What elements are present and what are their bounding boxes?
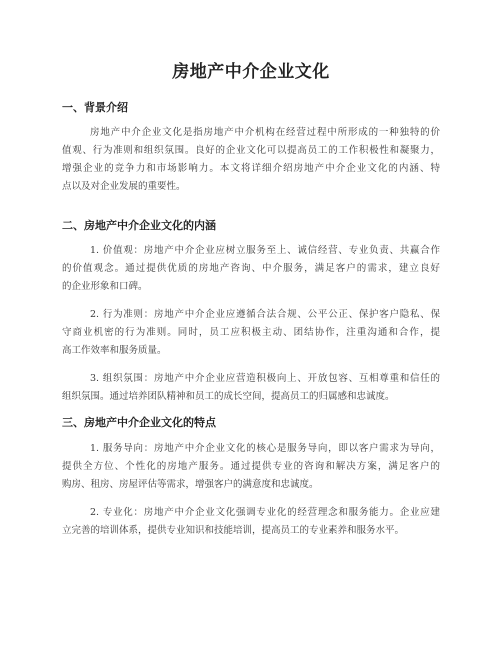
- section-heading-characteristics: 三、房地产中介企业文化的特点: [62, 416, 216, 429]
- paragraph: [62, 504, 440, 540]
- paragraph-line: 的价值观念。通过提供优质的房地产咨询、中介服务，满足客户的需求，建立良好: [62, 263, 440, 274]
- paragraph-line: 点以及对企业发展的重要性。: [62, 181, 186, 192]
- paragraph-line: 房地产中介企业文化是指房地产中介机构在经营过程中所形成的一种独特的价: [90, 127, 440, 138]
- paragraph: [62, 440, 440, 494]
- paragraph-line: 的企业形象和口碑。: [62, 281, 148, 292]
- paragraph-line: 立完善的培训体系，提供专业知识和技能培训，提高员工的专业素养和服务水平。: [62, 525, 405, 536]
- paragraph: [62, 242, 440, 296]
- paragraph-line: 2. 行为准则：房地产中介企业应遵循合法合规、公平公正、保护客户隐私、保: [90, 309, 440, 320]
- paragraph-line: 组织氛围。通过培养团队精神和员工的成长空间，提高员工的归属感和忠诚度。: [62, 391, 395, 402]
- paragraph-line: 值观、行为准则和组织氛围。良好的企业文化可以提高员工的工作积极性和凝聚力，: [62, 145, 440, 156]
- paragraph-line: 增强企业的竞争力和市场影响力。本文将详细介绍房地产中介企业文化的内涵、特: [62, 163, 440, 174]
- paragraph-line: 购房、租房、房屋评估等需求，增强客户的满意度和忠诚度。: [62, 479, 319, 490]
- section-heading-background: 一、背景介绍: [62, 101, 128, 114]
- paragraph-line: 1. 价值观：房地产中介企业应树立服务至上、诚信经营、专业负责、共赢合作: [90, 245, 440, 256]
- paragraph: [62, 306, 440, 360]
- paragraph-line: 3. 组织氛围：房地产中介企业应营造积极向上、开放包容、互相尊重和信任的: [90, 373, 440, 384]
- paragraph: [62, 124, 440, 196]
- paragraph-line: 1. 服务导向：房地产中介企业文化的核心是服务导向，即以客户需求为导向，: [90, 443, 440, 454]
- paragraph-line: 守商业机密的行为准则。同时，员工应积极主动、团结协作，注重沟通和合作，提: [62, 327, 440, 338]
- paragraph-line: 提供全方位、个性化的房地产服务。通过提供专业的咨询和解决方案，满足客户的: [62, 461, 440, 472]
- document-title: 房地产中介企业文化: [172, 62, 330, 82]
- paragraph: [62, 370, 440, 406]
- paragraph-line: 高工作效率和服务质量。: [62, 345, 167, 356]
- section-heading-connotation: 二、房地产中介企业文化的内涵: [62, 219, 216, 232]
- paragraph-line: 2. 专业化：房地产中介企业文化强调专业化的经营理念和服务能力。企业应建: [90, 507, 440, 518]
